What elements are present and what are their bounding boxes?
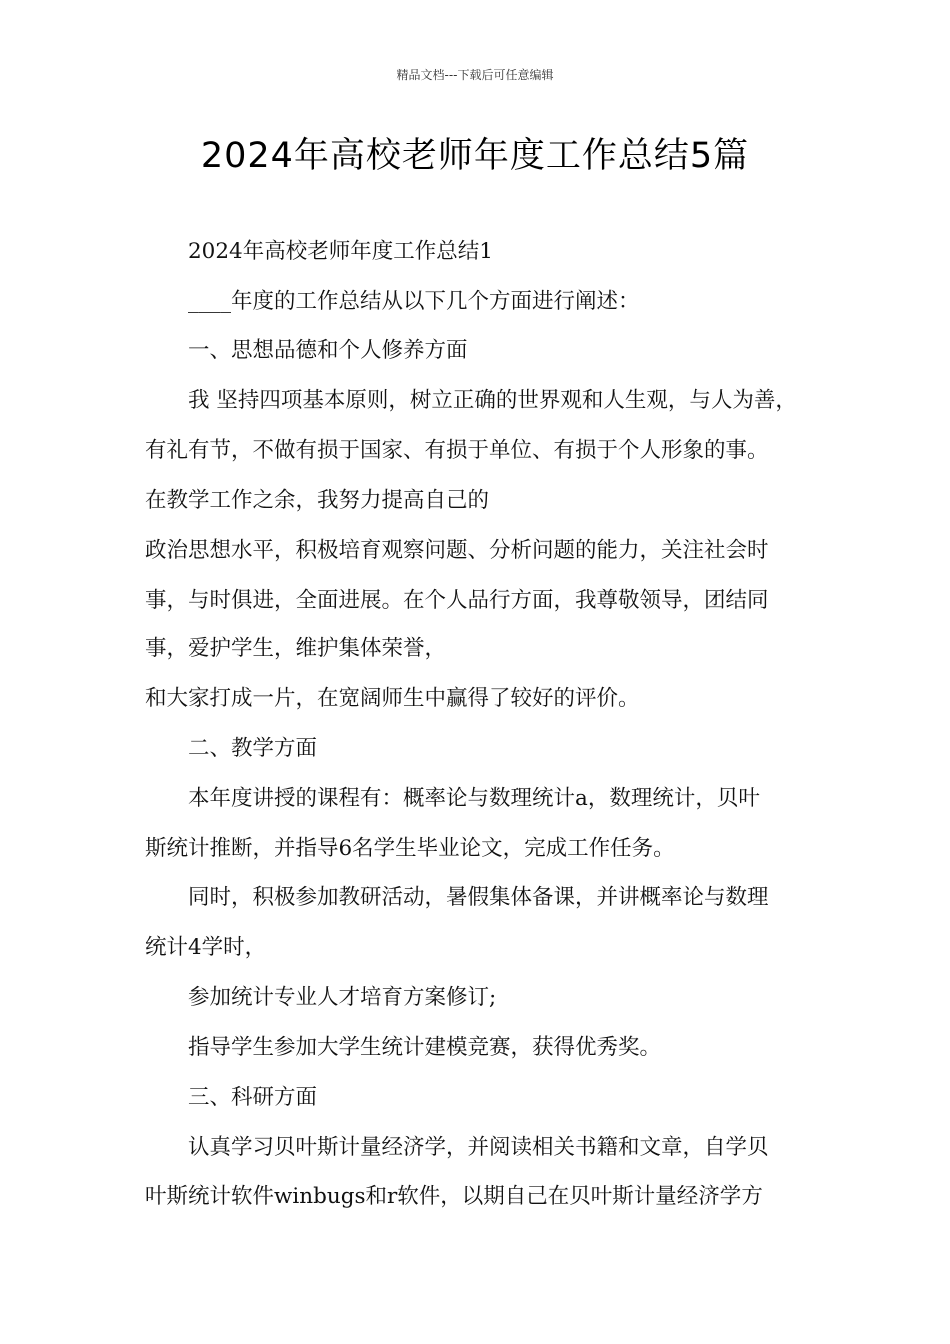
- subheading-teaching: 二、教学方面: [188, 736, 318, 761]
- paragraph-line: 统计4学时，: [145, 935, 267, 960]
- paragraph-line: 政治思想水平，积极培育观察问题、分析问题的能力，关注社会时: [145, 538, 769, 563]
- paragraph-line: 我 坚持四项基本原则，树立正确的世界观和人生观，与人为善，: [188, 388, 797, 413]
- paragraph-line: 和大家打成一片，在宽阔师生中赢得了较好的评价。: [145, 686, 640, 711]
- paragraph-line: 斯统计推断，并指导6名学生毕业论文，完成工作任务。: [145, 836, 675, 861]
- subheading-research: 三、科研方面: [188, 1085, 318, 1110]
- document-title: 2024年高校老师年度工作总结5篇: [200, 136, 750, 176]
- paragraph-line: 有礼有节，不做有损于国家、有损于单位、有损于个人形象的事。: [145, 438, 769, 463]
- paragraph-line: 参加统计专业人才培育方案修订;: [188, 985, 497, 1010]
- header-note: 精品文档---下载后可任意编辑: [396, 68, 554, 82]
- paragraph-line: 同时，积极参加教研活动，暑假集体备课，并讲概率论与数理: [188, 885, 769, 910]
- paragraph-line: 叶斯统计软件winbugs和r软件，以期自己在贝叶斯计量经济学方: [145, 1184, 763, 1209]
- section-heading-1: 2024年高校老师年度工作总结1: [188, 239, 493, 264]
- paragraph-line: 事，爱护学生，维护集体荣誉，: [145, 636, 447, 661]
- subheading-thought: 一、思想品德和个人修养方面: [188, 338, 468, 363]
- paragraph-line: 在教学工作之余，我努力提高自己的: [145, 488, 490, 513]
- paragraph-line: 指导学生参加大学生统计建模竞赛，获得优秀奖。: [188, 1035, 662, 1060]
- paragraph-line: 认真学习贝叶斯计量经济学，并阅读相关书籍和文章，自学贝: [188, 1135, 769, 1160]
- paragraph-line: 本年度讲授的课程有：概率论与数理统计a，数理统计，贝叶: [188, 786, 760, 811]
- paragraph-line: ____年度的工作总结从以下几个方面进行阐述：: [188, 289, 640, 314]
- paragraph-line: 事，与时俱进，全面进展。在个人品行方面，我尊敬领导，团结同: [145, 588, 769, 613]
